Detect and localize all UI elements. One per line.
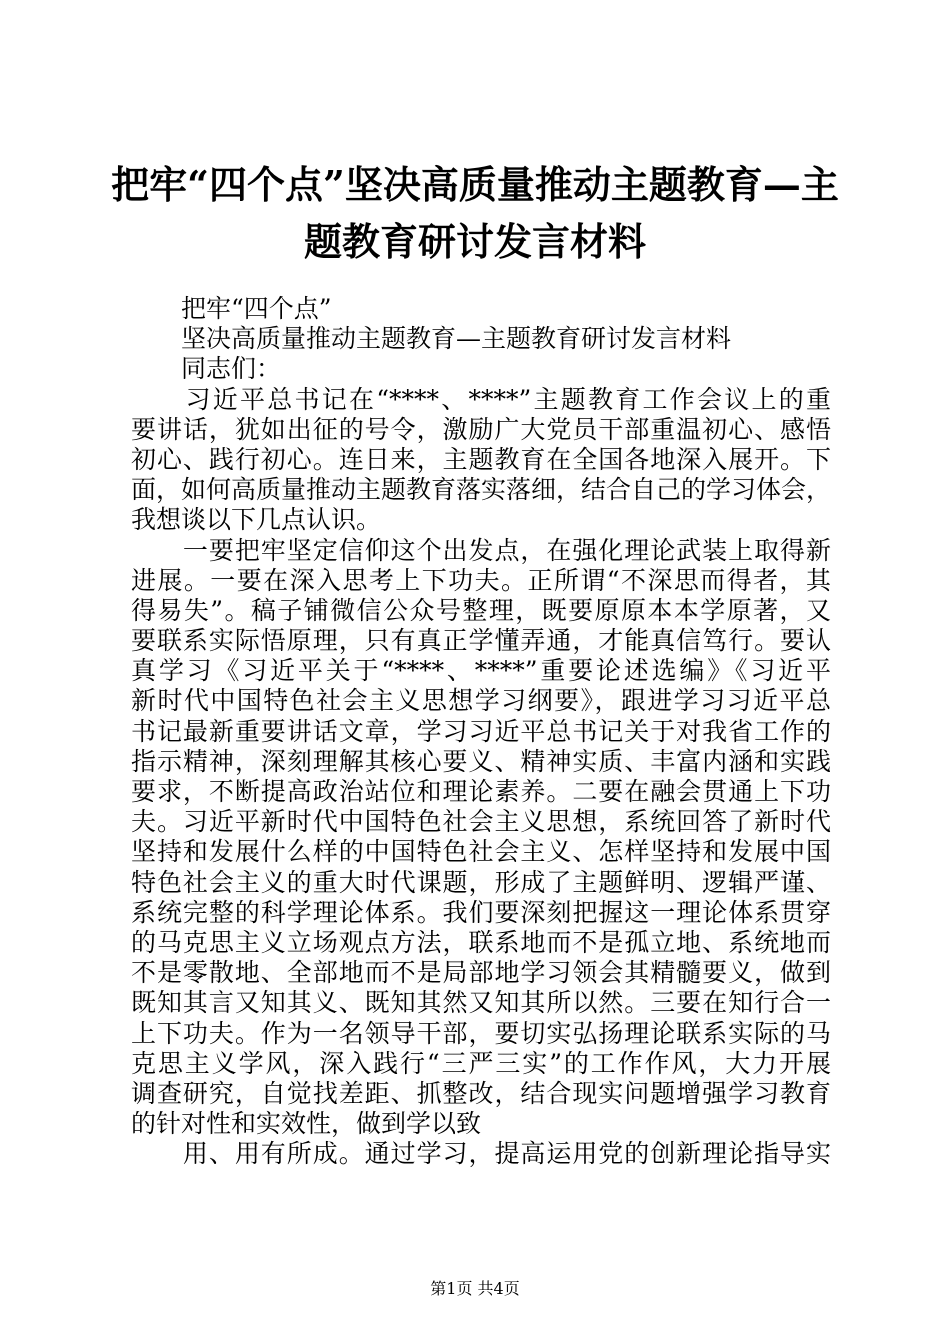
body-line: 得易失”。稿子铺微信公众号整理，既要原原本本学原著，又 xyxy=(131,595,831,625)
body-line: 初心、践行初心。连日来，主题教育在全国各地深入展开。下 xyxy=(131,444,831,474)
body-line: 调查研究，自觉找差距、抓整改，结合现实问题增强学习教育 xyxy=(131,1078,831,1108)
body-line: 书记最新重要讲话文章，学习习近平总书记关于对我省工作的 xyxy=(131,716,831,746)
document-title-line-2: 题教育研讨发言材料 xyxy=(303,219,646,264)
body-line: 真学习《习近平关于“****、****”重要论述选编》《习近平 xyxy=(131,656,831,686)
body-line: 既知其言又知其义、既知其然又知其所以然。三要在知行合一 xyxy=(131,988,831,1018)
body-line: 用、用有所成。通过学习，提高运用党的创新理论指导实 xyxy=(131,1139,831,1169)
body-line: 不是零散地、全部地而不是局部地学习领会其精髓要义，做到 xyxy=(131,958,831,988)
body-line: 夫。习近平新时代中国特色社会主义思想，系统回答了新时代 xyxy=(131,807,831,837)
body-line: 坚决高质量推动主题教育—主题教育研讨发言材料 xyxy=(131,324,732,354)
body-line: 克思主义学风，深入践行“三严三实”的工作作风，大力开展 xyxy=(131,1048,831,1078)
body-line: 新时代中国特色社会主义思想学习纲要》，跟进学习习近平总 xyxy=(131,686,831,716)
body-line: 我想谈以下几点认识。 xyxy=(131,505,382,535)
body-line: 进展。一要在深入思考上下功夫。正所谓“不深思而得者，其 xyxy=(131,565,831,595)
body-line: 同志们： xyxy=(131,354,282,384)
page-footer: 第1页 共4页 xyxy=(430,1279,520,1298)
document-title-line-1: 把牢“四个点”坚决高质量推动主题教育—主 xyxy=(111,162,839,207)
body-line: 上下功夫。作为一名领导干部，要切实弘扬理论联系实际的马 xyxy=(131,1018,831,1048)
body-line: 的马克思主义立场观点方法，联系地而不是孤立地、系统地而 xyxy=(131,927,831,957)
body-line: 指示精神，深刻理解其核心要义、精神实质、丰富内涵和实践 xyxy=(131,746,831,776)
body-line: 坚持和发展什么样的中国特色社会主义、怎样坚持和发展中国 xyxy=(131,837,831,867)
body-line: 把牢“四个点” xyxy=(131,294,332,323)
body-line: 要讲话，犹如出征的号令，激励广大党员干部重温初心、感悟 xyxy=(131,414,831,444)
body-line: 面，如何高质量推动主题教育落实落细，结合自己的学习体会， xyxy=(131,475,832,505)
body-line: 习近平总书记在“****、****”主题教育工作会议上的重 xyxy=(131,384,831,414)
body-line: 特色社会主义的重大时代课题，形成了主题鲜明、逻辑严谨、 xyxy=(131,867,831,897)
body-line: 的针对性和实效性，做到学以致 xyxy=(131,1109,482,1139)
body-line: 要求，不断提高政治站位和理论素养。二要在融会贯通上下功 xyxy=(131,777,831,806)
document-body xyxy=(131,294,831,1169)
body-line: 要联系实际悟原理，只有真正学懂弄通，才能真信笃行。要认 xyxy=(131,626,831,656)
body-line: 一要把牢坚定信仰这个出发点，在强化理论武装上取得新 xyxy=(131,535,831,565)
body-line: 系统完整的科学理论体系。我们要深刻把握这一理论体系贯穿 xyxy=(131,897,831,927)
